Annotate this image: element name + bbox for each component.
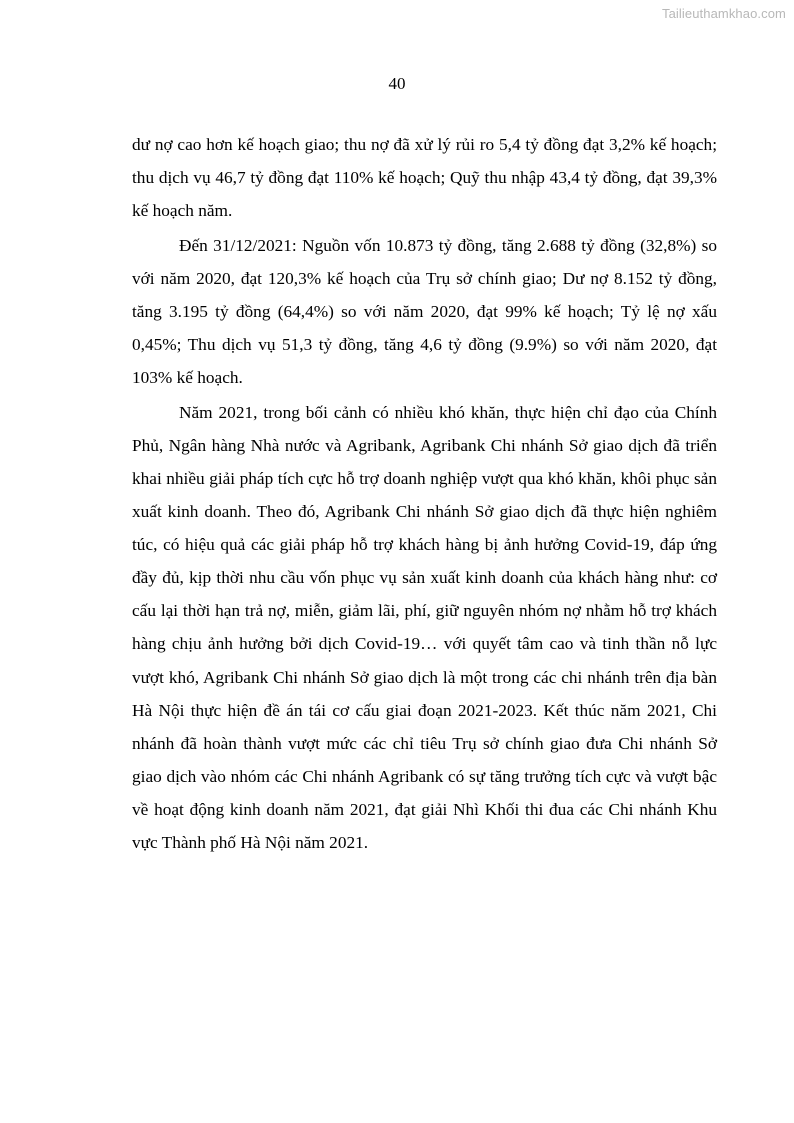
paragraph-continuation: dư nợ cao hơn kế hoạch giao; thu nợ đã xử lý rủi ro 5,4 tỷ đồng đạt 3,2% kế hoạch; thu dịch vụ 46,7 tỷ đồng đạt 110% kế hoạch; Quỹ thu nhập 43,4 tỷ đồng, đạt 39,3% kế hoạch năm. <box>132 135 717 221</box>
paragraph-results-2021: Đến 31/12/2021: Nguồn vốn 10.873 tỷ đồng, tăng 2.688 tỷ đồng (32,8%) so với năm 2020, đạt 120,3% kế hoạch của Trụ sở chính giao; Dư nợ 8.152 tỷ đồng, tăng 3.195 tỷ đồng (64,4%) so với năm 2020, đạt 99% kế hoạch; Tỷ lệ nợ xấu 0,45%; Thu dịch vụ 51,3 tỷ đồng, tăng 4,6 tỷ đồng (9.9%) so với năm 2020, đạt 103% kế hoạch. <box>132 235 717 388</box>
page-number: 40 <box>388 74 406 93</box>
document-body <box>132 128 717 859</box>
watermark-text: Tailieuthamkhao.com <box>661 6 786 21</box>
paragraph-context-2021: Năm 2021, trong bối cảnh có nhiều khó khăn, thực hiện chỉ đạo của Chính Phủ, Ngân hàng Nhà nước và Agribank, Agribank Chi nhánh Sở giao dịch đã triển khai nhiều giải pháp tích cực hỗ trợ doanh nghiệp vượt qua khó khăn, khôi phục sản xuất kinh doanh. Theo đó, Agribank Chi nhánh Sở giao dịch đã thực hiện nghiêm túc, có hiệu quả các giải pháp hỗ trợ khách hàng bị ảnh hưởng Covid-19, đáp ứng đầy đủ, kịp thời nhu cầu vốn phục vụ sản xuất kinh doanh của khách hàng như: cơ cấu lại thời hạn trả nợ, miễn, giảm lãi, phí, giữ nguyên nhóm nợ nhằm hỗ trợ khách hàng chịu ảnh hưởng bởi dịch Covid-19… với quyết tâm cao và tinh thần nỗ lực vượt khó, Agribank Chi nhánh Sở giao dịch là một trong các chi nhánh trên địa bàn Hà Nội thực hiện đề án tái cơ cấu giai đoạn 2021-2023. Kết thúc năm 2021, Chi nhánh đã hoàn thành vượt mức các chỉ tiêu Trụ sở chính giao đưa Chi nhánh Sở giao dịch vào nhóm các Chi nhánh Agribank có sự tăng trưởng tích cực và vượt bậc về hoạt động kinh doanh năm 2021, đạt giải Nhì Khối thi đua các Chi nhánh Khu vực Thành phố Hà Nội năm 2021. <box>132 402 717 852</box>
